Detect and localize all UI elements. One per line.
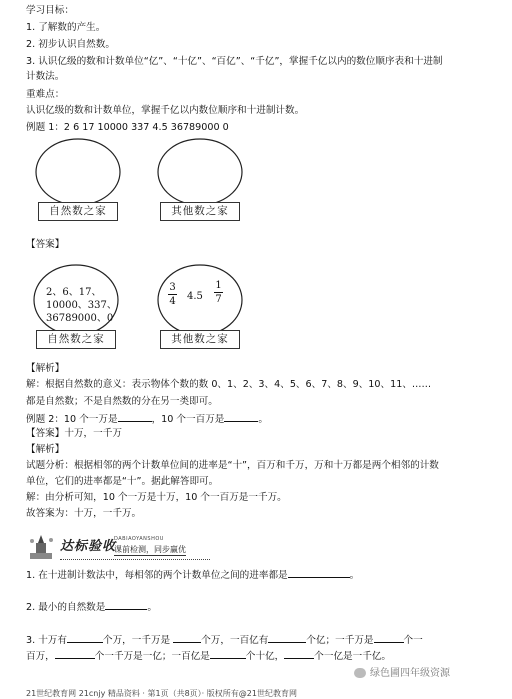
answer2: 【答案】十万，一千万 <box>26 428 122 439</box>
question3-blank-3[interactable] <box>268 632 306 643</box>
answer-other-house <box>154 262 246 356</box>
section-banner <box>20 533 210 563</box>
analysis2-line4: 故答案为：十万，一千万。 <box>26 508 142 519</box>
example2-part-c: 。 <box>258 414 268 425</box>
question3-part-a: 3. 十万有 <box>26 635 67 646</box>
page-footer: 21世纪教育网 21cnjy 精品资料 · 第1页（共8页）· 版权所有@21世纪教育网 <box>26 689 297 698</box>
banner-title: 达标验收 <box>60 539 117 554</box>
question3-part-e: 个一 <box>403 635 423 646</box>
objective-3-line1: 3. 认识亿级的数和计数单位“亿”、“十亿”、“百亿”、“千亿”，掌握千亿以内的数位顺序表和十进制 <box>26 56 443 67</box>
banner-pinyin: DABIAOYANSHOU <box>114 536 164 542</box>
question3-part-g: 个一千万是一亿；一百亿是 <box>94 651 210 662</box>
objectives-heading: 学习目标： <box>26 5 74 16</box>
question3-part-c: 个万，一百亿有 <box>201 635 269 646</box>
fraction1-denominator: 4 <box>169 296 176 307</box>
analysis1-line1: 解：根据自然数的意义：表示物体个数的数 0、1、2、3、4、5、6、7、8、9、10、11、…… <box>26 379 432 390</box>
fraction-three-quarters <box>168 282 177 307</box>
question-3-line1 <box>26 632 423 647</box>
answer-natural-house-label: 自然数之家 <box>36 330 116 349</box>
analysis2-line1: 试题分析：根据相邻的两个计数单位间的进率是“十”，百万和千万，万和十万都是两个相邻的计数 <box>26 460 439 471</box>
analysis1-tag: 【解析】 <box>26 363 65 374</box>
banner-subtitle: 课前检测，同步赢优 <box>114 545 186 554</box>
wechat-icon <box>354 668 366 678</box>
natural-answer-line3: 36789000、0 <box>46 313 114 324</box>
question3-part-b: 个万，一千万是 <box>102 635 171 646</box>
analysis1-line2: 都是自然数；不是自然数的分在另一类即可。 <box>26 396 218 407</box>
example2 <box>26 411 268 426</box>
question3-blank-4[interactable] <box>374 632 404 643</box>
question3-blank-1[interactable] <box>67 632 103 643</box>
question1-end: 。 <box>349 570 360 581</box>
question3-part-f: 百万， <box>26 651 55 662</box>
question-1 <box>26 567 359 582</box>
question3-part-h: 个十亿， <box>245 651 285 662</box>
question3-blank-6[interactable] <box>210 648 246 659</box>
analysis2-line3: 解：由分析可知，10 个一万是十万，10 个一百万是一千万。 <box>26 492 287 503</box>
trophy-icon <box>24 533 58 563</box>
question1-text: 1. 在十进制计数法中，每相邻的两个计数单位之间的进率都是 <box>26 570 288 581</box>
question1-blank[interactable] <box>288 567 350 578</box>
question3-part-d: 个亿；一千万是 <box>306 635 374 646</box>
natural-house-label: 自然数之家 <box>38 202 118 221</box>
example2-part-a: 例题 2：10 个一万是 <box>26 414 118 425</box>
question2-end: 。 <box>147 602 157 613</box>
banner-dotted-line <box>60 559 210 560</box>
example2-part-b: ，10 个一百万是 <box>151 414 225 425</box>
answer-other-house-label: 其他数之家 <box>160 330 240 349</box>
key-points-heading: 重难点： <box>26 89 65 100</box>
fraction2-denominator: 7 <box>215 294 222 305</box>
question-2 <box>26 599 157 614</box>
natural-number-house <box>32 134 124 228</box>
fraction-one-seventh <box>214 280 223 305</box>
objective-2: 2. 初步认识自然数。 <box>26 39 115 50</box>
other-number-house <box>154 134 246 228</box>
answer1-tag: 【答案】 <box>26 239 65 250</box>
analysis2-tag: 【解析】 <box>26 444 65 455</box>
fraction2-numerator: 1 <box>215 280 222 291</box>
example2-blank-2[interactable] <box>224 411 258 422</box>
question3-blank-5[interactable] <box>55 648 95 659</box>
example1-prompt: 例题 1：2 6 17 10000 337 4.5 36789000 0 <box>26 122 229 133</box>
objective-3-line2: 计数法。 <box>26 71 65 82</box>
key-points-text: 认识亿级的数和计数单位，掌握千亿以内数位顺序和十进制计数。 <box>26 105 305 116</box>
question3-blank-2[interactable] <box>173 632 201 643</box>
example2-blank-1[interactable] <box>118 411 152 422</box>
question3-part-i: 个一亿是一千亿。 <box>314 651 392 662</box>
decimal-4-5: 4.5 <box>187 291 203 302</box>
other-house-label: 其他数之家 <box>160 202 240 221</box>
watermark <box>354 664 450 679</box>
analysis2-line2: 单位，它们的进率都是“十”。据此解答即可。 <box>26 476 219 487</box>
question2-blank[interactable] <box>105 599 147 610</box>
question-3-line2 <box>26 648 391 663</box>
natural-answer-line2: 10000、337、 <box>46 300 117 311</box>
objective-1: 1. 了解数的产生。 <box>26 22 106 33</box>
question2-text: 2. 最小的自然数是 <box>26 602 106 613</box>
fraction1-numerator: 3 <box>169 282 176 293</box>
natural-answer-line1: 2、6、17、 <box>46 287 102 298</box>
watermark-text: 绿色圃四年级资源 <box>370 668 450 679</box>
question3-blank-7[interactable] <box>284 648 314 659</box>
